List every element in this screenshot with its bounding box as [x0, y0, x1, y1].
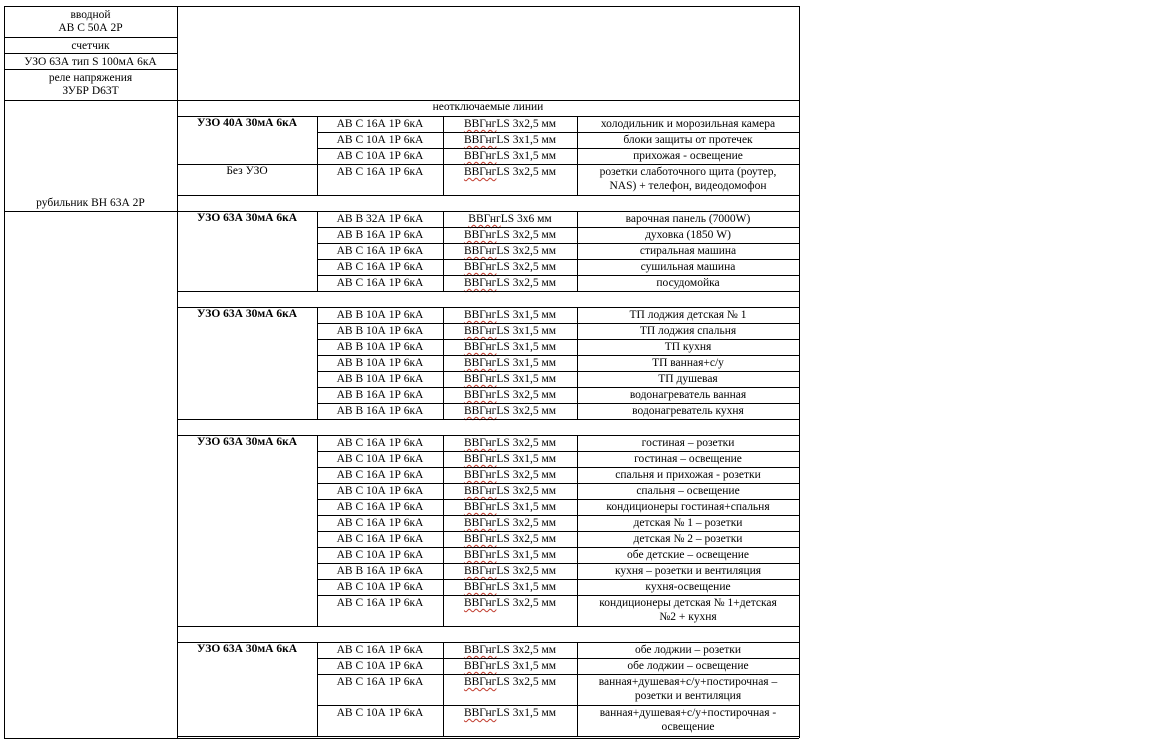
- cable-cell: ВВГнгLS 3х1,5 мм: [463, 581, 557, 593]
- column-line: [317, 211, 318, 291]
- cable-cell: ВВГнгLS 3х2,5 мм: [463, 277, 557, 289]
- column-line: [577, 307, 578, 419]
- cable-cell: ВВГнгLS 3х2,5 мм: [463, 469, 557, 481]
- load-cell: ТП кухня: [664, 341, 712, 353]
- column-line: [317, 435, 318, 626]
- input-breaker-label: вводной: [70, 9, 111, 21]
- rule-line: [4, 53, 177, 54]
- column-line: [317, 642, 318, 736]
- section-title: неотключаемые линии: [432, 101, 544, 113]
- load-cell: посудомойка: [656, 277, 720, 289]
- rule-line: [177, 419, 799, 420]
- voltage-relay-label: реле напряжения: [48, 72, 133, 84]
- load-cell: варочная панель (7000W): [625, 213, 751, 225]
- breaker-cell: АВ В 10А 1Р 6кА: [336, 309, 424, 321]
- breaker-cell: АВ С 10А 1Р 6кА: [336, 581, 424, 593]
- load-cell: спальня и прихожая - розетки: [615, 469, 761, 481]
- cable-cell: ВВГнгLS 3х2,5 мм: [463, 676, 557, 688]
- load-cell: блоки защиты от протечек: [623, 134, 753, 146]
- load-cell: спальня – освещение: [636, 485, 740, 497]
- breaker-cell: АВ В 16А 1Р 6кА: [336, 405, 424, 417]
- load-cell: стиральная машина: [639, 245, 737, 257]
- breaker-cell: АВ В 10А 1Р 6кА: [336, 341, 424, 353]
- cable-cell: ВВГнгLS 3х2,5 мм: [463, 533, 557, 545]
- breaker-cell: АВ С 10А 1Р 6кА: [336, 150, 424, 162]
- load-cell: ванная+душевая+с/у+постирочная –: [598, 676, 778, 688]
- breaker-cell: АВ С 10А 1Р 6кА: [336, 134, 424, 146]
- cable-cell: ВВГнгLS 3х1,5 мм: [463, 707, 557, 719]
- column-line: [577, 211, 578, 291]
- cable-cell: ВВГнгLS 3х2,5 мм: [463, 405, 557, 417]
- cable-cell: ВВГнгLS 3х2,5 мм: [463, 565, 557, 577]
- load-cell: розетки слаботочного щита (роутер,: [599, 166, 777, 178]
- breaker-cell: АВ С 16А 1Р 6кА: [336, 277, 424, 289]
- rule-line: [4, 69, 177, 70]
- breaker-cell: АВ С 16А 1Р 6кА: [336, 245, 424, 257]
- breaker-cell: АВ С 16А 1Р 6кА: [336, 118, 424, 130]
- load-cell: водонагреватель ванная: [629, 389, 747, 401]
- cable-cell: ВВГнгLS 3х2,5 мм: [463, 245, 557, 257]
- cable-cell: ВВГнгLS 3х6 мм: [468, 213, 552, 225]
- rule-line: [4, 37, 177, 38]
- column-line: [317, 116, 318, 164]
- cable-cell: ВВГнгLS 3х1,5 мм: [463, 309, 557, 321]
- load-cell: сушильная машина: [640, 261, 736, 273]
- load-cell: гостиная – розетки: [641, 437, 735, 449]
- load-cell: №2 + кухня: [659, 611, 717, 623]
- cable-cell: ВВГнгLS 3х2,5 мм: [463, 437, 557, 449]
- cable-cell: ВВГнгLS 3х2,5 мм: [463, 261, 557, 273]
- load-cell: NAS) + телефон, видеодомофон: [609, 180, 767, 192]
- rcd-label: Без УЗО: [226, 165, 268, 177]
- load-cell: ТП душевая: [658, 373, 718, 385]
- rcd-label: УЗО 63А 30мА 6кА: [196, 308, 298, 320]
- column-line: [317, 307, 318, 419]
- switch-label: рубильник ВН 63А 2Р: [36, 197, 145, 209]
- breaker-cell: АВ В 16А 1Р 6кА: [336, 565, 424, 577]
- rule-line: [4, 211, 177, 212]
- load-cell: обе детские – освещение: [627, 549, 749, 561]
- load-cell: розетки и вентиляция: [634, 690, 742, 702]
- distribution-panel-table: [4, 6, 799, 738]
- column-line: [443, 307, 444, 419]
- column-line: [443, 164, 444, 195]
- load-cell: обе лоджии – освещение: [627, 660, 749, 672]
- breaker-cell: АВ С 16А 1Р 6кА: [336, 676, 424, 688]
- load-cell: кондиционеры детская № 1+детская: [599, 597, 777, 609]
- cable-cell: ВВГнгLS 3х1,5 мм: [463, 549, 557, 561]
- breaker-cell: АВ В 10А 1Р 6кА: [336, 325, 424, 337]
- breaker-cell: АВ С 16А 1Р 6кА: [336, 166, 424, 178]
- load-cell: водонагреватель кухня: [632, 405, 744, 417]
- column-line: [577, 435, 578, 626]
- breaker-cell: АВ С 10А 1Р 6кА: [336, 485, 424, 497]
- load-cell: ТП лоджия детская № 1: [629, 309, 747, 321]
- rule-line: [177, 626, 799, 627]
- breaker-cell: АВ В 16А 1Р 6кА: [336, 229, 424, 241]
- breaker-cell: АВ В 10А 1Р 6кА: [336, 373, 424, 385]
- column-line: [443, 435, 444, 626]
- breaker-cell: АВ С 10А 1Р 6кА: [336, 549, 424, 561]
- rule-line: [177, 291, 799, 292]
- rule-line: [177, 195, 799, 196]
- breaker-cell: АВ В 10А 1Р 6кА: [336, 357, 424, 369]
- load-cell: прихожая - освещение: [633, 150, 743, 162]
- breaker-cell: АВ В 16А 1Р 6кА: [336, 389, 424, 401]
- load-cell: детская № 1 – розетки: [633, 517, 743, 529]
- cable-cell: ВВГнгLS 3х2,5 мм: [463, 644, 557, 656]
- breaker-cell: АВ С 16А 1Р 6кА: [336, 533, 424, 545]
- cable-cell: ВВГнгLS 3х2,5 мм: [463, 229, 557, 241]
- column-line: [799, 6, 800, 738]
- load-cell: освещение: [661, 721, 715, 733]
- cable-cell: ВВГнгLS 3х2,5 мм: [463, 517, 557, 529]
- breaker-cell: АВ В 32А 1Р 6кА: [336, 213, 424, 225]
- cable-cell: ВВГнгLS 3х1,5 мм: [463, 373, 557, 385]
- breaker-cell: АВ С 16А 1Р 6кА: [336, 261, 424, 273]
- load-cell: кухня-освещение: [645, 581, 731, 593]
- cable-cell: ВВГнгLS 3х2,5 мм: [463, 389, 557, 401]
- cable-cell: ВВГнгLS 3х2,5 мм: [463, 166, 557, 178]
- cable-cell: ВВГнгLS 3х1,5 мм: [463, 501, 557, 513]
- breaker-cell: АВ С 16А 1Р 6кА: [336, 597, 424, 609]
- voltage-relay-value: ЗУБР D63T: [62, 85, 119, 97]
- breaker-cell: АВ С 16А 1Р 6кА: [336, 469, 424, 481]
- rule-line: [4, 738, 799, 739]
- load-cell: обе лоджии – розетки: [634, 644, 742, 656]
- rule-line: [177, 736, 799, 737]
- rcd-label: УЗО 40А 30мА 6кА: [196, 117, 298, 129]
- cable-cell: ВВГнгLS 3х1,5 мм: [463, 660, 557, 672]
- column-line: [443, 211, 444, 291]
- rcd-label: УЗО 63А 30мА 6кА: [196, 643, 298, 655]
- rcd-label: УЗО 63А 30мА 6кА: [196, 212, 298, 224]
- column-line: [577, 642, 578, 736]
- load-cell: детская № 2 – розетки: [633, 533, 743, 545]
- load-cell: гостиная – освещение: [634, 453, 742, 465]
- cable-cell: ВВГнгLS 3х1,5 мм: [463, 341, 557, 353]
- breaker-cell: АВ С 16А 1Р 6кА: [336, 644, 424, 656]
- breaker-cell: АВ С 16А 1Р 6кА: [336, 517, 424, 529]
- breaker-cell: АВ С 16А 1Р 6кА: [336, 501, 424, 513]
- load-cell: ванная+душевая+с/у+постирочная -: [599, 707, 777, 719]
- cable-cell: ВВГнгLS 3х1,5 мм: [463, 134, 557, 146]
- load-cell: ТП ванная+с/у: [652, 357, 724, 369]
- load-cell: кухня – розетки и вентиляция: [614, 565, 762, 577]
- rule-line: [4, 6, 799, 7]
- load-cell: кондиционеры гостиная+спальня: [606, 501, 770, 513]
- load-cell: холодильник и морозильная камера: [600, 118, 776, 130]
- breaker-cell: АВ С 16А 1Р 6кА: [336, 437, 424, 449]
- column-line: [317, 164, 318, 195]
- breaker-cell: АВ С 10А 1Р 6кА: [336, 660, 424, 672]
- column-line: [577, 164, 578, 195]
- column-line: [443, 116, 444, 164]
- load-cell: духовка (1850 W): [645, 229, 731, 241]
- rcd-label: УЗО 63А 30мА 6кА: [196, 436, 298, 448]
- cable-cell: ВВГнгLS 3х1,5 мм: [463, 325, 557, 337]
- input-breaker-value: АВ С 50А 2Р: [58, 22, 123, 34]
- cable-cell: ВВГнгLS 3х2,5 мм: [463, 485, 557, 497]
- column-line: [577, 116, 578, 164]
- cable-cell: ВВГнгLS 3х2,5 мм: [463, 597, 557, 609]
- load-cell: ТП лоджия спальня: [639, 325, 737, 337]
- breaker-cell: АВ С 10А 1Р 6кА: [336, 453, 424, 465]
- cable-cell: ВВГнгLS 3х2,5 мм: [463, 118, 557, 130]
- cable-cell: ВВГнгLS 3х1,5 мм: [463, 357, 557, 369]
- column-line: [443, 642, 444, 736]
- main-rcd-label: УЗО 63А тип S 100мА 6кА: [24, 56, 157, 68]
- meter-label: счетчик: [71, 40, 110, 52]
- cable-cell: ВВГнгLS 3х1,5 мм: [463, 453, 557, 465]
- column-line: [4, 6, 5, 738]
- breaker-cell: АВ С 10А 1Р 6кА: [336, 707, 424, 719]
- cable-cell: ВВГнгLS 3х1,5 мм: [463, 150, 557, 162]
